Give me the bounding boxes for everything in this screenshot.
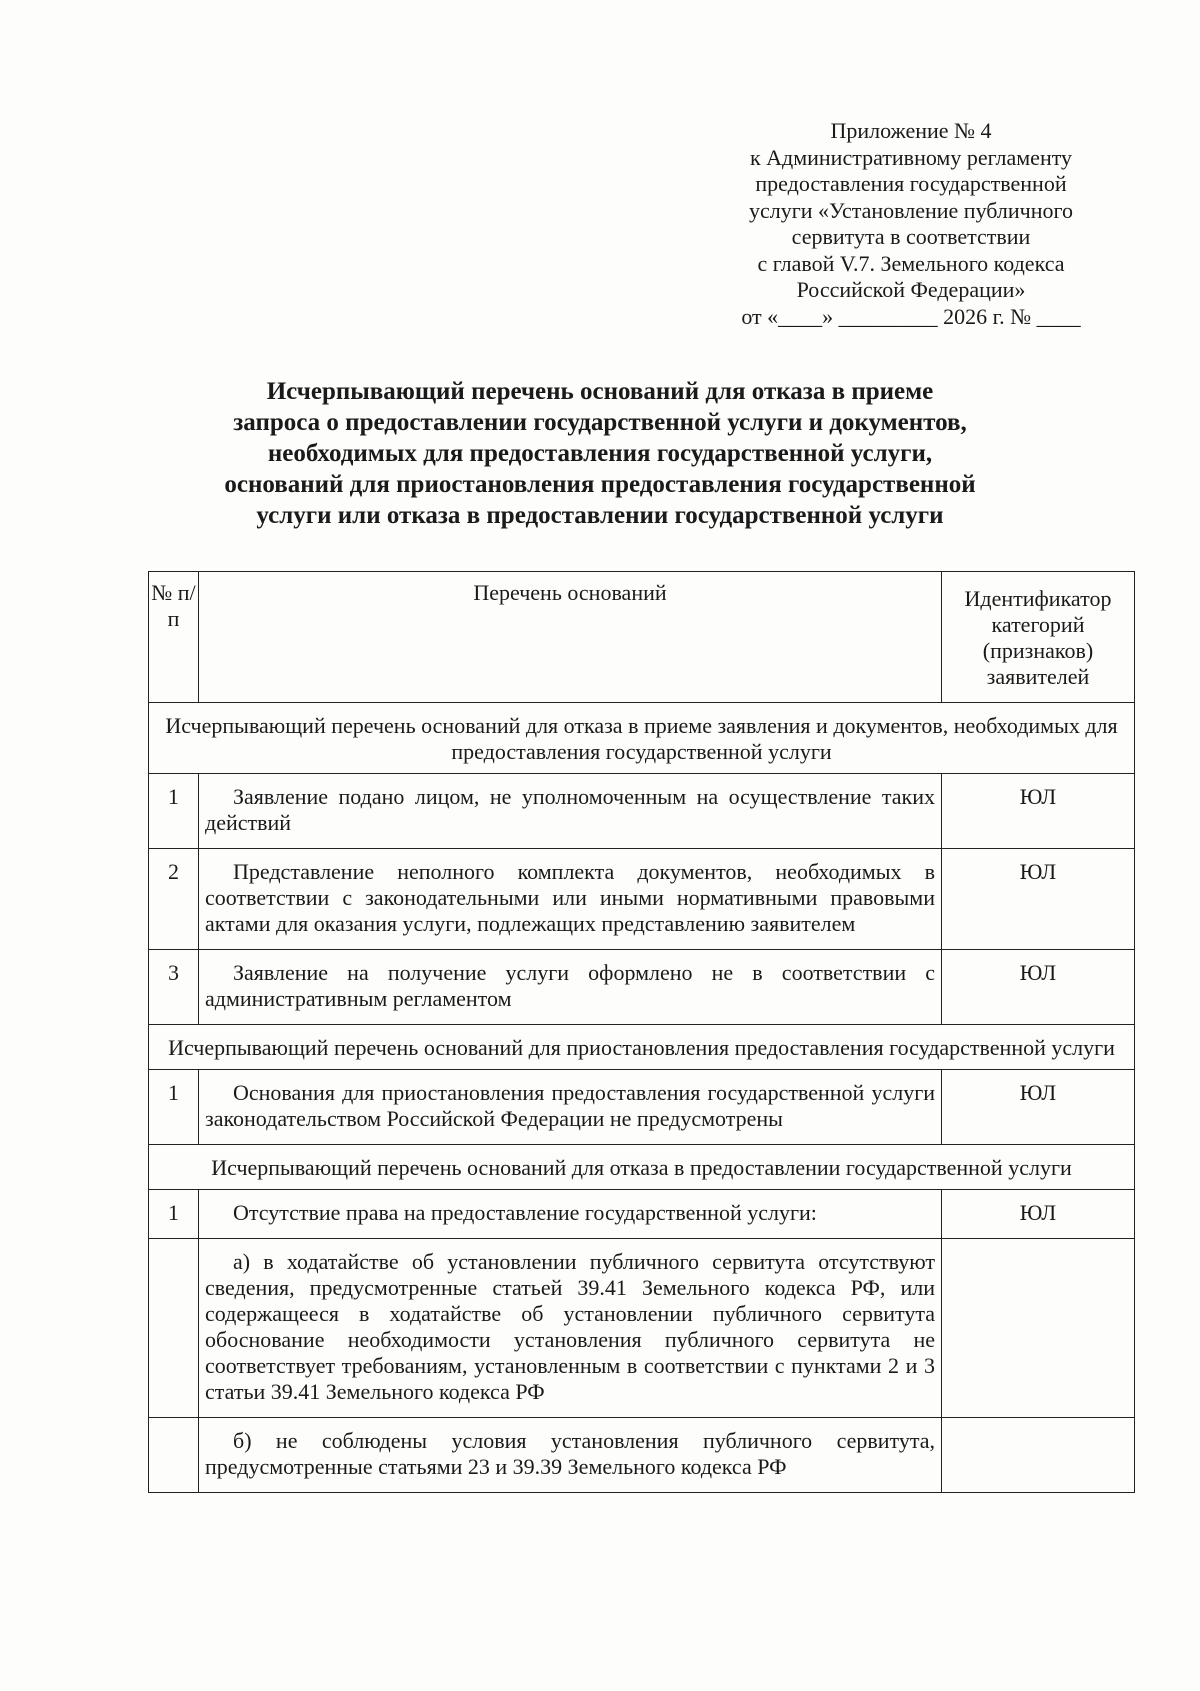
appendix-line: сервитута в соответствии: [791, 224, 1031, 249]
row-number: 2: [149, 849, 199, 950]
title-line: услуги или отказа в предоставлении государственной услуги: [256, 502, 944, 529]
row-identifier: ЮЛ: [942, 849, 1135, 950]
section-row: [149, 703, 1135, 774]
section-row: [149, 1145, 1135, 1190]
table-header-row: [149, 572, 1135, 703]
appendix-line: предоставления государственной: [755, 171, 1067, 196]
grounds-table: [148, 571, 1135, 1493]
table-row: [149, 1418, 1135, 1493]
row-identifier: ЮЛ: [942, 1190, 1135, 1239]
row-text: Основания для приостановления предоставления государственной услуги законодательством Российской Федерации не предусмотрены: [199, 1070, 942, 1145]
section-row: [149, 1025, 1135, 1070]
row-text: а) в ходатайстве об установлении публичного сервитута отсутствуют сведения, предусмотренные статьей 39.41 Земельного кодекса РФ, или содержащееся в ходатайстве об установлении публичного сервитута обоснование необходимости установления публичного сервитута не соответствует требованиям, установленным в соответствии с пунктами 2 и 3 статьи 39.41 Земельного кодекса РФ: [199, 1239, 942, 1418]
appendix-line: Российской Федерации»: [796, 277, 1026, 302]
table-row: [149, 849, 1135, 950]
row-number: 3: [149, 950, 199, 1025]
row-identifier: ЮЛ: [942, 1070, 1135, 1145]
appendix-header: [716, 118, 1106, 330]
row-number: 1: [149, 1070, 199, 1145]
row-text: Заявление на получение услуги оформлено не в соответствии с административным регламентом: [199, 950, 942, 1025]
appendix-line: услуги «Установление публичного: [748, 197, 1073, 223]
appendix-line: с главой V.7. Земельного кодекса: [757, 250, 1065, 276]
row-identifier: [942, 1418, 1135, 1493]
table-row: [149, 1070, 1135, 1145]
row-text: Отсутствие права на предоставление государственной услуги:: [199, 1190, 942, 1239]
row-text: Заявление подано лицом, не уполномоченным на осуществление таких действий: [199, 774, 942, 849]
table-row: [149, 1190, 1135, 1239]
table-row: [149, 1239, 1135, 1418]
section-title-refusal-acceptance: Исчерпывающий перечень оснований для отказа в приеме заявления и документов, необходимых для предоставления государственной услуги: [149, 703, 1135, 774]
document-title: [150, 376, 1050, 531]
row-number: [149, 1239, 199, 1418]
appendix-line: Приложение № 4: [830, 118, 992, 143]
title-line: оснований для приостановления предоставления государственной: [224, 471, 976, 498]
title-line: запроса о предоставлении государственной услуги и документов,: [233, 409, 967, 436]
row-identifier: [942, 1239, 1135, 1418]
header-num: № п/п: [149, 572, 199, 703]
section-title-suspension: Исчерпывающий перечень оснований для приостановления предоставления государственной услуги: [149, 1025, 1135, 1070]
row-text: б) не соблюдены условия установления публичного сервитута, предусмотренные статьями 23 и 39.39 Земельного кодекса РФ: [199, 1418, 942, 1493]
title-line: необходимых для предоставления государственной услуги,: [267, 440, 933, 467]
appendix-line: к Административному регламенту: [749, 144, 1073, 170]
table-row: [149, 774, 1135, 849]
row-identifier: ЮЛ: [942, 950, 1135, 1025]
row-number: [149, 1418, 199, 1493]
title-line: Исчерпывающий перечень оснований для отказа в приеме: [266, 378, 934, 405]
row-identifier: ЮЛ: [942, 774, 1135, 849]
header-identifier: Идентификатор категорий (признаков) заявителей: [942, 572, 1135, 703]
row-number: 1: [149, 774, 199, 849]
appendix-date-line: от «____» _________ 2026 г. № ____: [741, 303, 1081, 329]
header-grounds: Перечень оснований: [199, 572, 942, 703]
row-number: 1: [149, 1190, 199, 1239]
section-title-refusal-provision: Исчерпывающий перечень оснований для отказа в предоставлении государственной услуги: [149, 1145, 1135, 1190]
row-text: Представление неполного комплекта документов, необходимых в соответствии с законодательными или иными нормативными правовыми актами для оказания услуги, подлежащих представлению заявителем: [199, 849, 942, 950]
table-row: [149, 950, 1135, 1025]
